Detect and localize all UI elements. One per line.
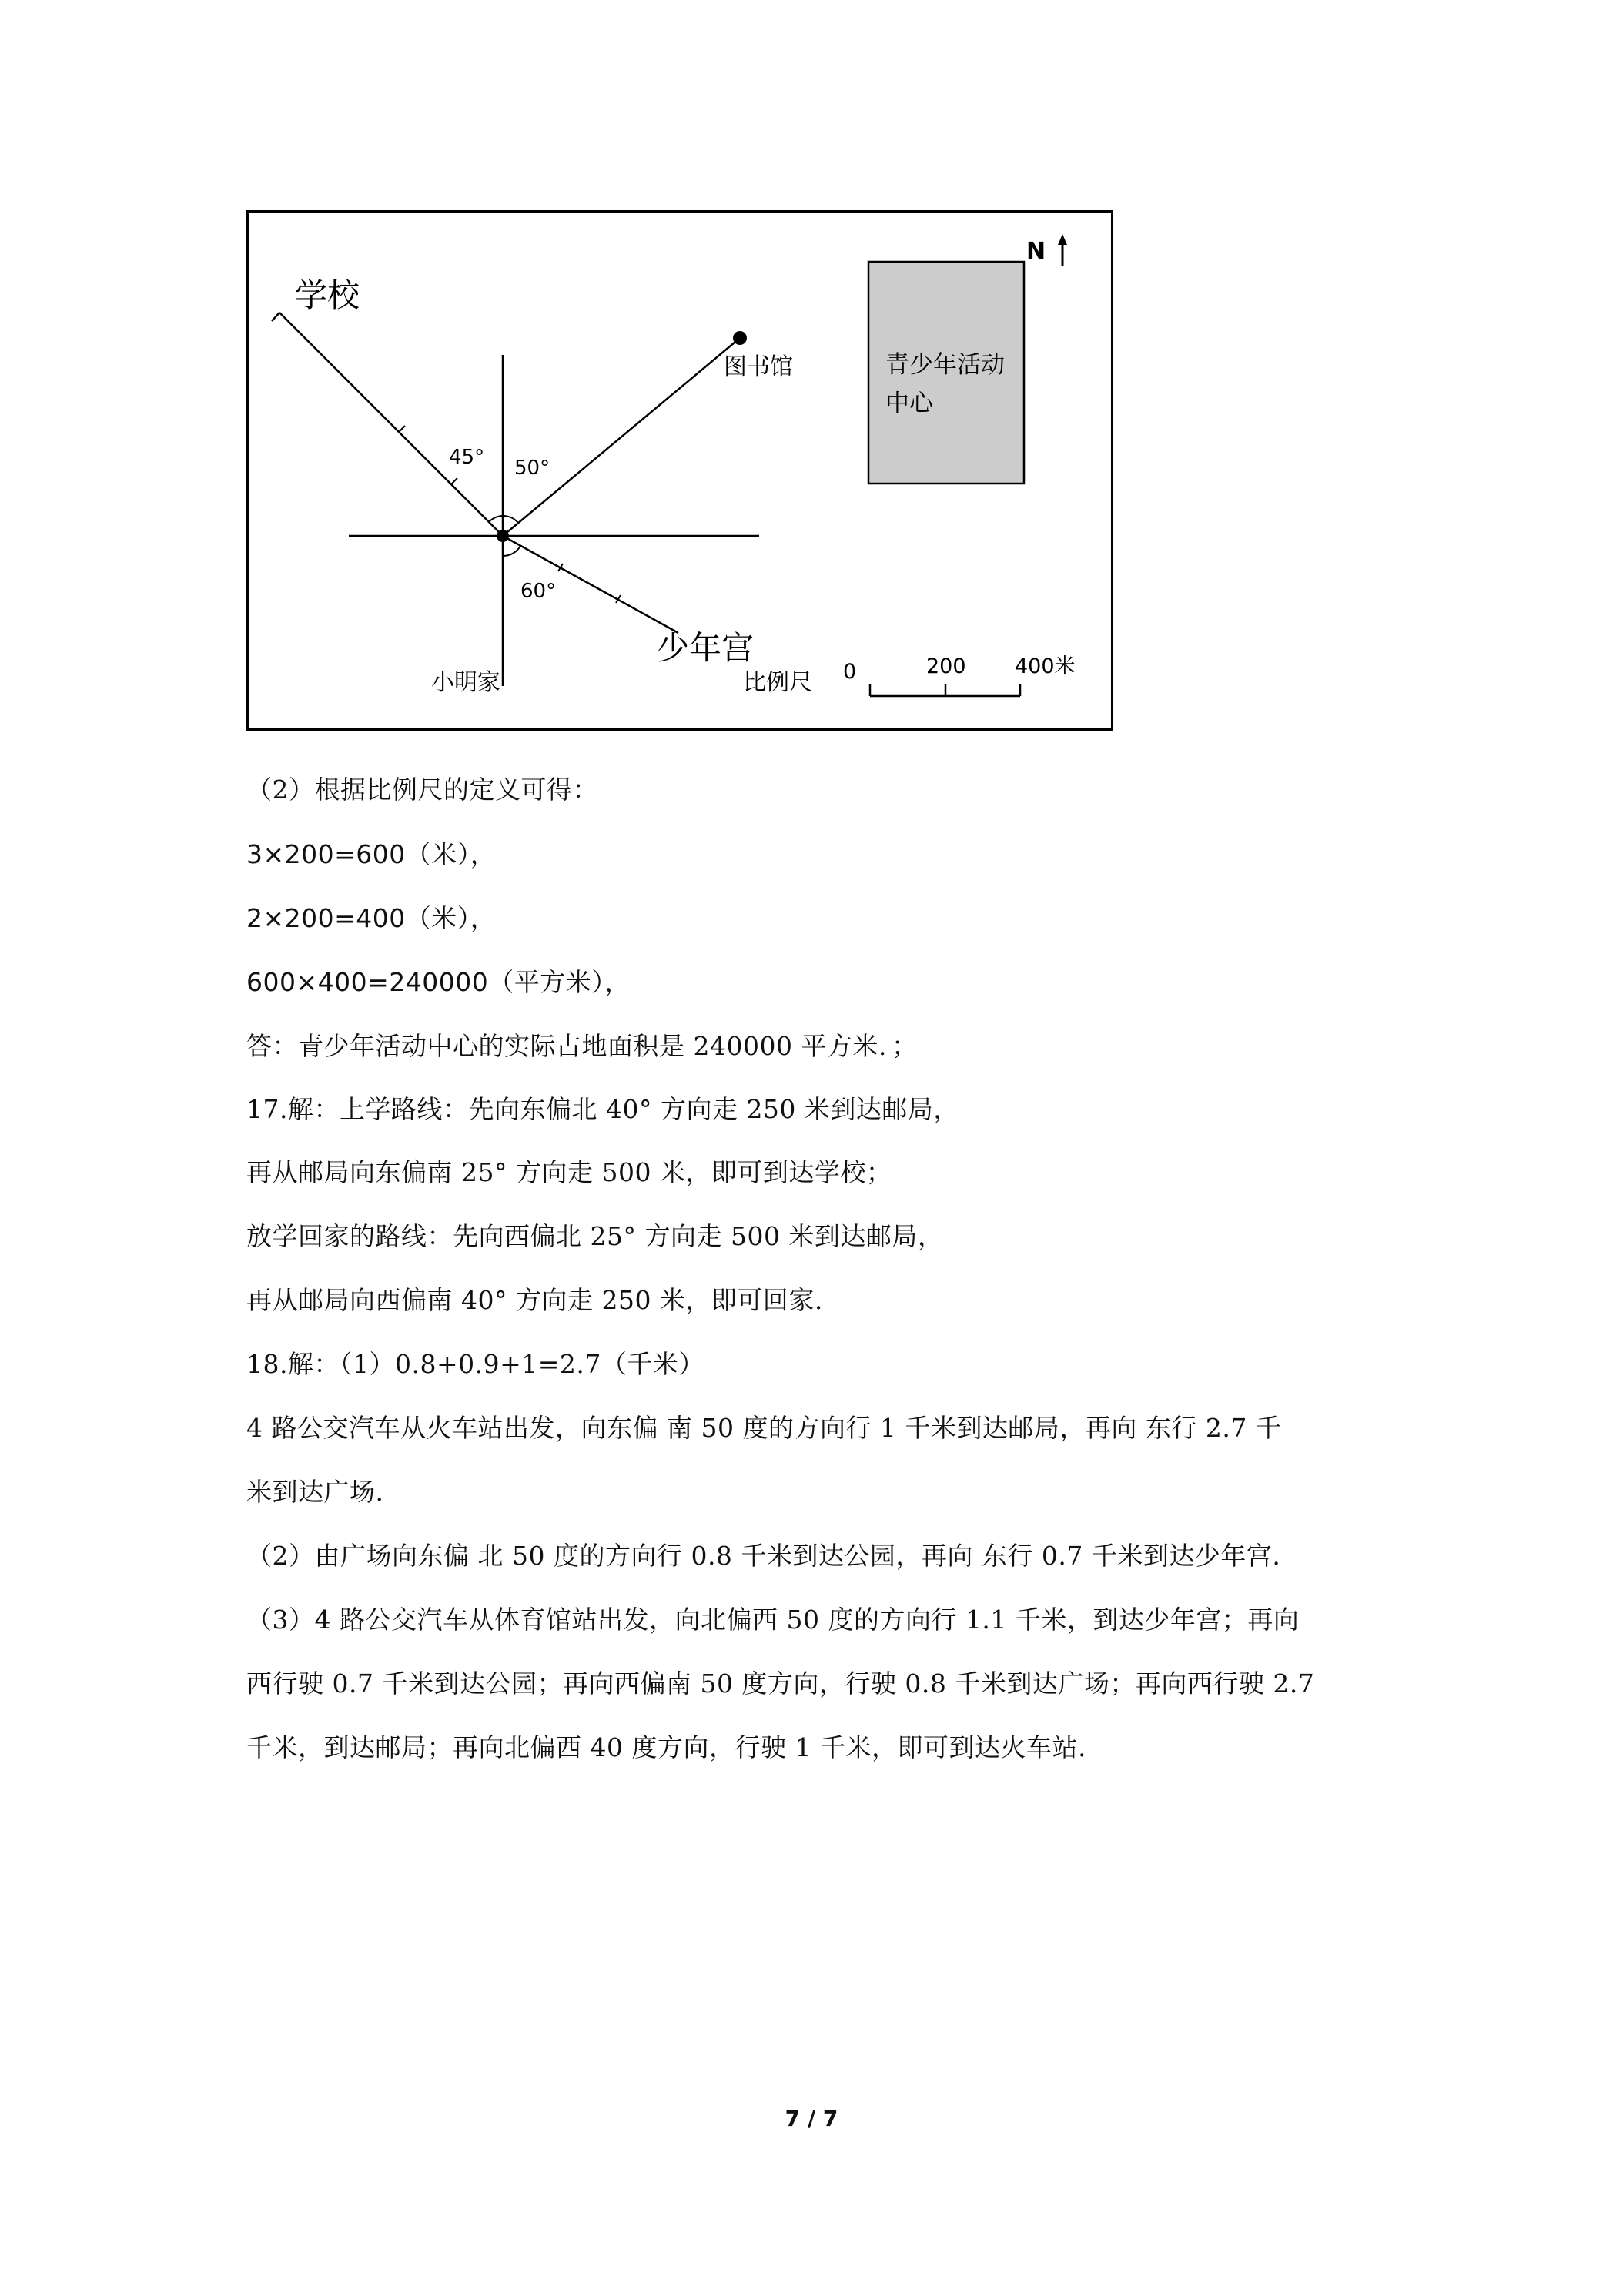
map-figure: [246, 210, 1113, 731]
angle-arc-45: [489, 516, 503, 522]
answer-line: （2）根据比例尺的定义可得：: [246, 775, 598, 805]
answer-line: 放学回家的路线：先向西偏北 25° 方向走 500 米到达邮局，: [246, 1221, 944, 1251]
library-label: 图书馆: [724, 353, 793, 380]
scale-400-label: 400米: [1015, 654, 1076, 678]
answer-line: 2×200=400（米），: [246, 903, 497, 933]
answer-line: （3）4 路公交汽车从体育馆站出发，向北偏西 50 度的方向行 1.1 千米，到达少年宫；再向: [246, 1605, 1300, 1635]
angle-60-label: 60°: [520, 580, 557, 603]
scale-200-label: 200: [926, 654, 966, 678]
answer-line: 3×200=600（米），: [246, 839, 497, 869]
library-point: [733, 331, 747, 345]
scale-label: 比例尺: [743, 669, 812, 696]
answer-line: 再从邮局向西偏南 40° 方向走 250 米，即可回家.: [246, 1285, 823, 1315]
home-point: [497, 530, 509, 542]
youth-palace-label: 少年宫: [657, 629, 755, 667]
map-diagram: [249, 213, 1111, 728]
school-scale-tick: [451, 478, 457, 484]
answer-line: 答：青少年活动中心的实际占地面积是 240000 平方米．；: [246, 1031, 918, 1061]
school-scale-tick: [399, 426, 405, 432]
route-to-library: [503, 338, 740, 536]
answer-line: 4 路公交汽车从火车站出发，向东偏 南 50 度的方向行 1 千米到达邮局，再向 东行 2.7 千: [246, 1413, 1282, 1443]
scale-0-label: 0: [843, 660, 857, 684]
school-label: 学校: [295, 276, 360, 314]
page-number: 7 / 7: [785, 2106, 838, 2131]
answer-line: 再从邮局向东偏南 25° 方向走 500 米，即可到达学校；: [246, 1157, 892, 1187]
angle-arc-60: [503, 546, 520, 556]
angle-arc-50: [503, 516, 518, 523]
north-arrowhead-icon: [1058, 234, 1067, 245]
answer-line: 米到达广场.: [246, 1477, 384, 1507]
answer-line: 西行驶 0.7 千米到达公园；再向西偏南 50 度方向，行驶 0.8 千米到达广场；再向西行驶 2.7: [246, 1668, 1315, 1699]
youth-center-label-line1: 青少年活动: [885, 351, 1005, 379]
angle-50-label: 50°: [514, 457, 550, 480]
school-end-tick: [272, 313, 279, 321]
youth-center-label-line2: 中心: [885, 390, 933, 417]
answer-line: （2）由广场向东偏 北 50 度的方向行 0.8 千米到达公园，再向 东行 0.7 千米到达少年宫.: [246, 1541, 1281, 1571]
angle-45-label: 45°: [449, 446, 485, 469]
answer-line: 17.解：上学路线：先向东偏北 40° 方向走 250 米到达邮局，: [246, 1094, 959, 1124]
answer-line: 600×400=240000（平方米），: [246, 967, 631, 997]
answer-line: 18.解：（1）0.8+0.9+1=2.7（千米）: [246, 1349, 704, 1379]
north-label: N: [1026, 238, 1046, 265]
home-label: 小明家: [431, 669, 500, 696]
answer-line: 千米，到达邮局；再向北偏西 40 度方向，行驶 1 千米，即可到达火车站.: [246, 1732, 1086, 1762]
route-to-school: [279, 313, 503, 536]
